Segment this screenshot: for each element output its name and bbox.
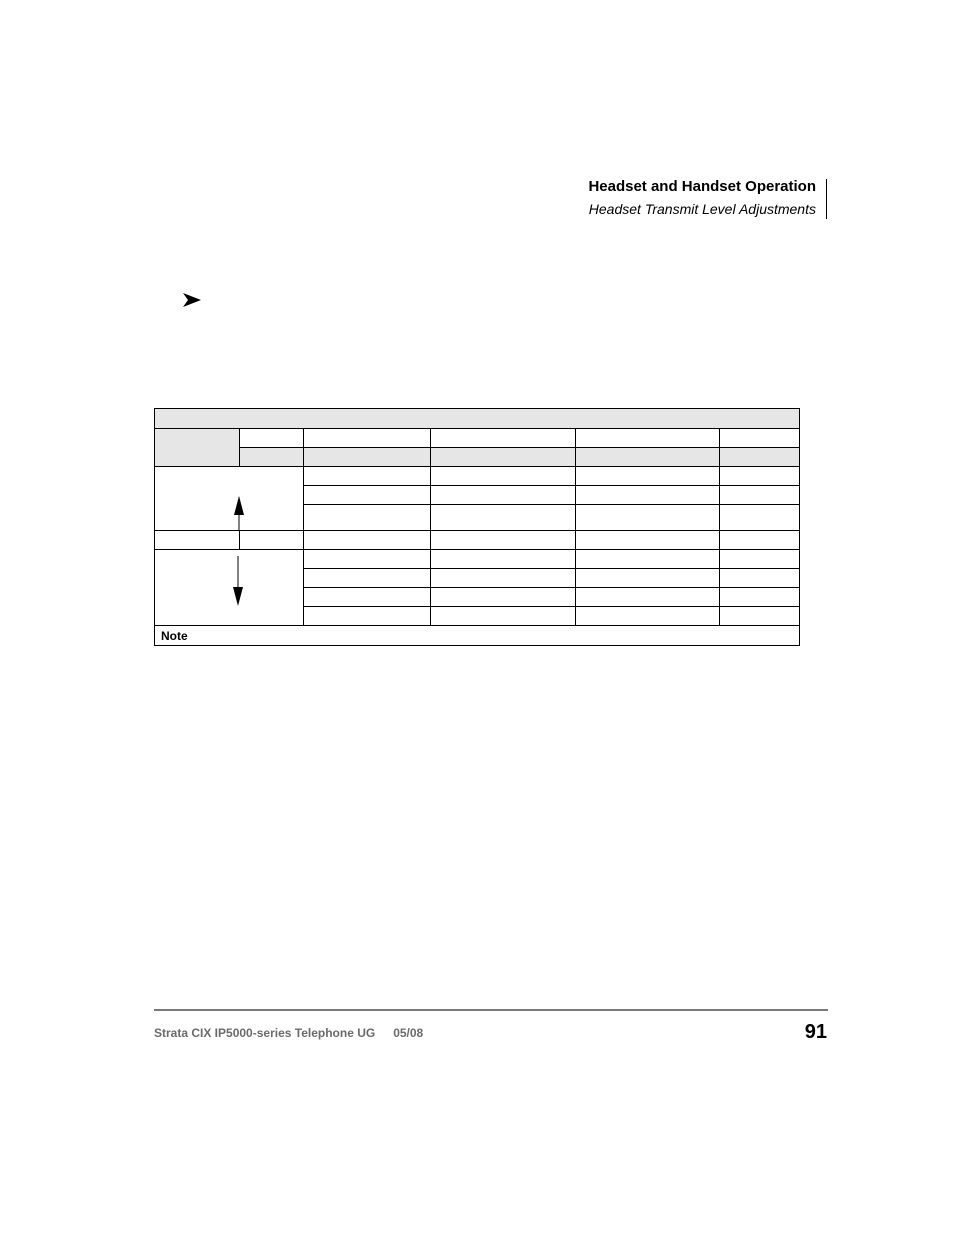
table-cell [240, 531, 304, 550]
table-cell [431, 607, 576, 626]
table-cell [431, 569, 576, 588]
down-arrow-icon [155, 550, 304, 628]
table-cell [576, 569, 720, 588]
table-cell [720, 531, 800, 550]
table-banner [155, 409, 800, 429]
header-cell [431, 429, 576, 448]
table-cell [304, 607, 431, 626]
table-cell [576, 486, 720, 505]
table-cell [304, 531, 431, 550]
table-cell [155, 531, 240, 550]
footer-date: 05/08 [393, 1026, 424, 1040]
table-header-row [155, 448, 800, 467]
page-number: 91 [804, 1021, 827, 1043]
footer-text [154, 1026, 423, 1040]
table-cell [431, 531, 576, 550]
table-cell [576, 467, 720, 486]
table-row [155, 550, 800, 569]
table-cell [720, 486, 800, 505]
level-adjustment-table [154, 408, 799, 646]
header-cell [720, 448, 800, 467]
table-cell [720, 607, 800, 626]
header-cell [240, 429, 304, 448]
header-cell [155, 429, 240, 467]
table-cell [304, 550, 431, 569]
table-cell [576, 550, 720, 569]
table-cell [431, 505, 576, 531]
arrow-bullet-icon [182, 291, 202, 309]
running-header [588, 177, 816, 218]
table-cell [576, 531, 720, 550]
increase-level-cell [155, 467, 304, 531]
table-cell [304, 588, 431, 607]
chapter-title: Headset and Handset Operation [588, 178, 816, 195]
table-cell [576, 607, 720, 626]
header-cell [431, 448, 576, 467]
table-cell [576, 588, 720, 607]
footer-doc-title: Strata CIX IP5000-series Telephone UG [154, 1026, 376, 1040]
table-cell [720, 505, 800, 531]
table-header-row [155, 429, 800, 448]
table-banner-row [155, 409, 800, 429]
table-cell [720, 467, 800, 486]
section-title: Headset Transmit Level Adjustments [588, 201, 816, 217]
header-cell [304, 429, 431, 448]
table-cell [720, 569, 800, 588]
header-cell [576, 429, 720, 448]
table-cell [304, 569, 431, 588]
table-row [155, 467, 800, 486]
table-cell [720, 588, 800, 607]
header-cell [304, 448, 431, 467]
header-cell [576, 448, 720, 467]
table-cell [304, 486, 431, 505]
table-cell [431, 486, 576, 505]
table-cell [304, 505, 431, 531]
table-cell [720, 550, 800, 569]
header-cell [240, 448, 304, 467]
decrease-level-cell [155, 550, 304, 626]
table-cell [431, 550, 576, 569]
table-cell [431, 588, 576, 607]
header-rule [826, 179, 827, 219]
note-row [155, 626, 800, 646]
footer-rule [154, 1009, 828, 1011]
table-cell [576, 505, 720, 531]
table-cell [431, 467, 576, 486]
note-label: Note [155, 626, 800, 646]
up-arrow-icon [155, 467, 304, 531]
table-cell [304, 467, 431, 486]
header-cell [720, 429, 800, 448]
table-row [155, 531, 800, 550]
